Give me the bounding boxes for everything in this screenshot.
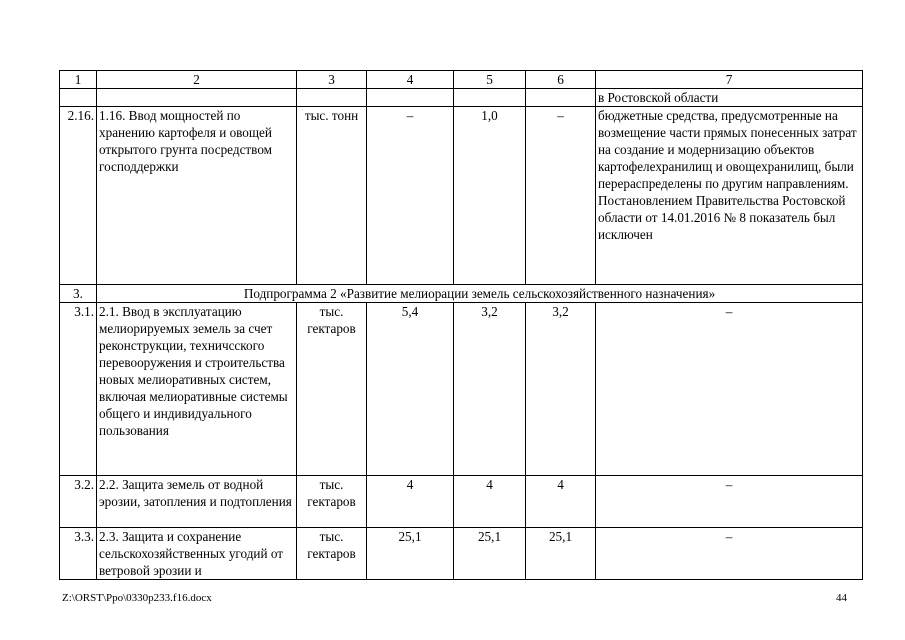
row-number: 3. [60,285,97,303]
note-cell: бюджетные средства, предусмотренные на возмещение части прямых понесенных затрат на создание и модернизацию объектов картофелехранилищ и овощехранилищ, были перераспределены по другим направлениям. Постановлением Правительства Ростовской области от 14.01.2016 № 8 показатель был исключен [596,107,863,285]
note-cell: – [596,476,863,528]
unit-cell: тыс. гектаров [297,528,367,580]
value-cell-6: 25,1 [526,528,596,580]
value-cell-4: 4 [367,476,454,528]
value-cell-6: 3,2 [526,303,596,476]
value-cell-5: 25,1 [454,528,526,580]
value-cell-6: – [526,107,596,285]
row-number: 3.2. [60,476,97,528]
header-row [60,71,863,89]
header-cell-2: 2 [97,71,297,89]
indicator-name: 2.1. Ввод в эксплуатацию мелиорируемых земель за счет реконструкции, техничсского перевооружения и строительства новых мелиоративных систем, включая мелиоративные системы общего и индивидуального пользования [97,303,297,476]
indicator-name: 2.2. Защита земель от водной эрозии, затопления и подтопления [97,476,297,528]
unit-cell: тыс. гектаров [297,476,367,528]
note-cell: в Ростовской области [596,89,863,107]
row-number [60,89,97,107]
file-path-footer: Z:\ORST\Ppo\0330p233.f16.docx [62,592,212,604]
page-number: 44 [836,592,847,604]
table-row [60,107,863,285]
table-row [60,303,863,476]
indicators-table [59,70,863,580]
subprogram-title: Подпрограмма 2 «Развитие мелиорации земель сельскохозяйственного назначения» [97,285,863,303]
value-cell-5: 3,2 [454,303,526,476]
header-cell-7: 7 [596,71,863,89]
value-cell-5: 1,0 [454,107,526,285]
table-row [60,528,863,580]
table-row [60,476,863,528]
note-cell: – [596,528,863,580]
subprogram-row [60,285,863,303]
table-row [60,89,863,107]
value-cell-4 [367,89,454,107]
value-cell-6 [526,89,596,107]
value-cell-5: 4 [454,476,526,528]
value-cell-5 [454,89,526,107]
header-cell-5: 5 [454,71,526,89]
row-number: 3.3. [60,528,97,580]
header-cell-4: 4 [367,71,454,89]
row-number: 2.16. [60,107,97,285]
unit-cell [297,89,367,107]
note-cell: – [596,303,863,476]
indicator-name: 1.16. Ввод мощностей по хранению картофеля и овощей открытого грунта посредством господдержки [97,107,297,285]
unit-cell: тыс. гектаров [297,303,367,476]
value-cell-4: 25,1 [367,528,454,580]
header-cell-3: 3 [297,71,367,89]
unit-cell: тыс. тонн [297,107,367,285]
value-cell-4: – [367,107,454,285]
header-cell-6: 6 [526,71,596,89]
indicator-name [97,89,297,107]
value-cell-6: 4 [526,476,596,528]
indicator-name: 2.3. Защита и сохранение сельскохозяйственных угодий от ветровой эрозии и [97,528,297,580]
row-number: 3.1. [60,303,97,476]
header-cell-1: 1 [60,71,97,89]
value-cell-4: 5,4 [367,303,454,476]
